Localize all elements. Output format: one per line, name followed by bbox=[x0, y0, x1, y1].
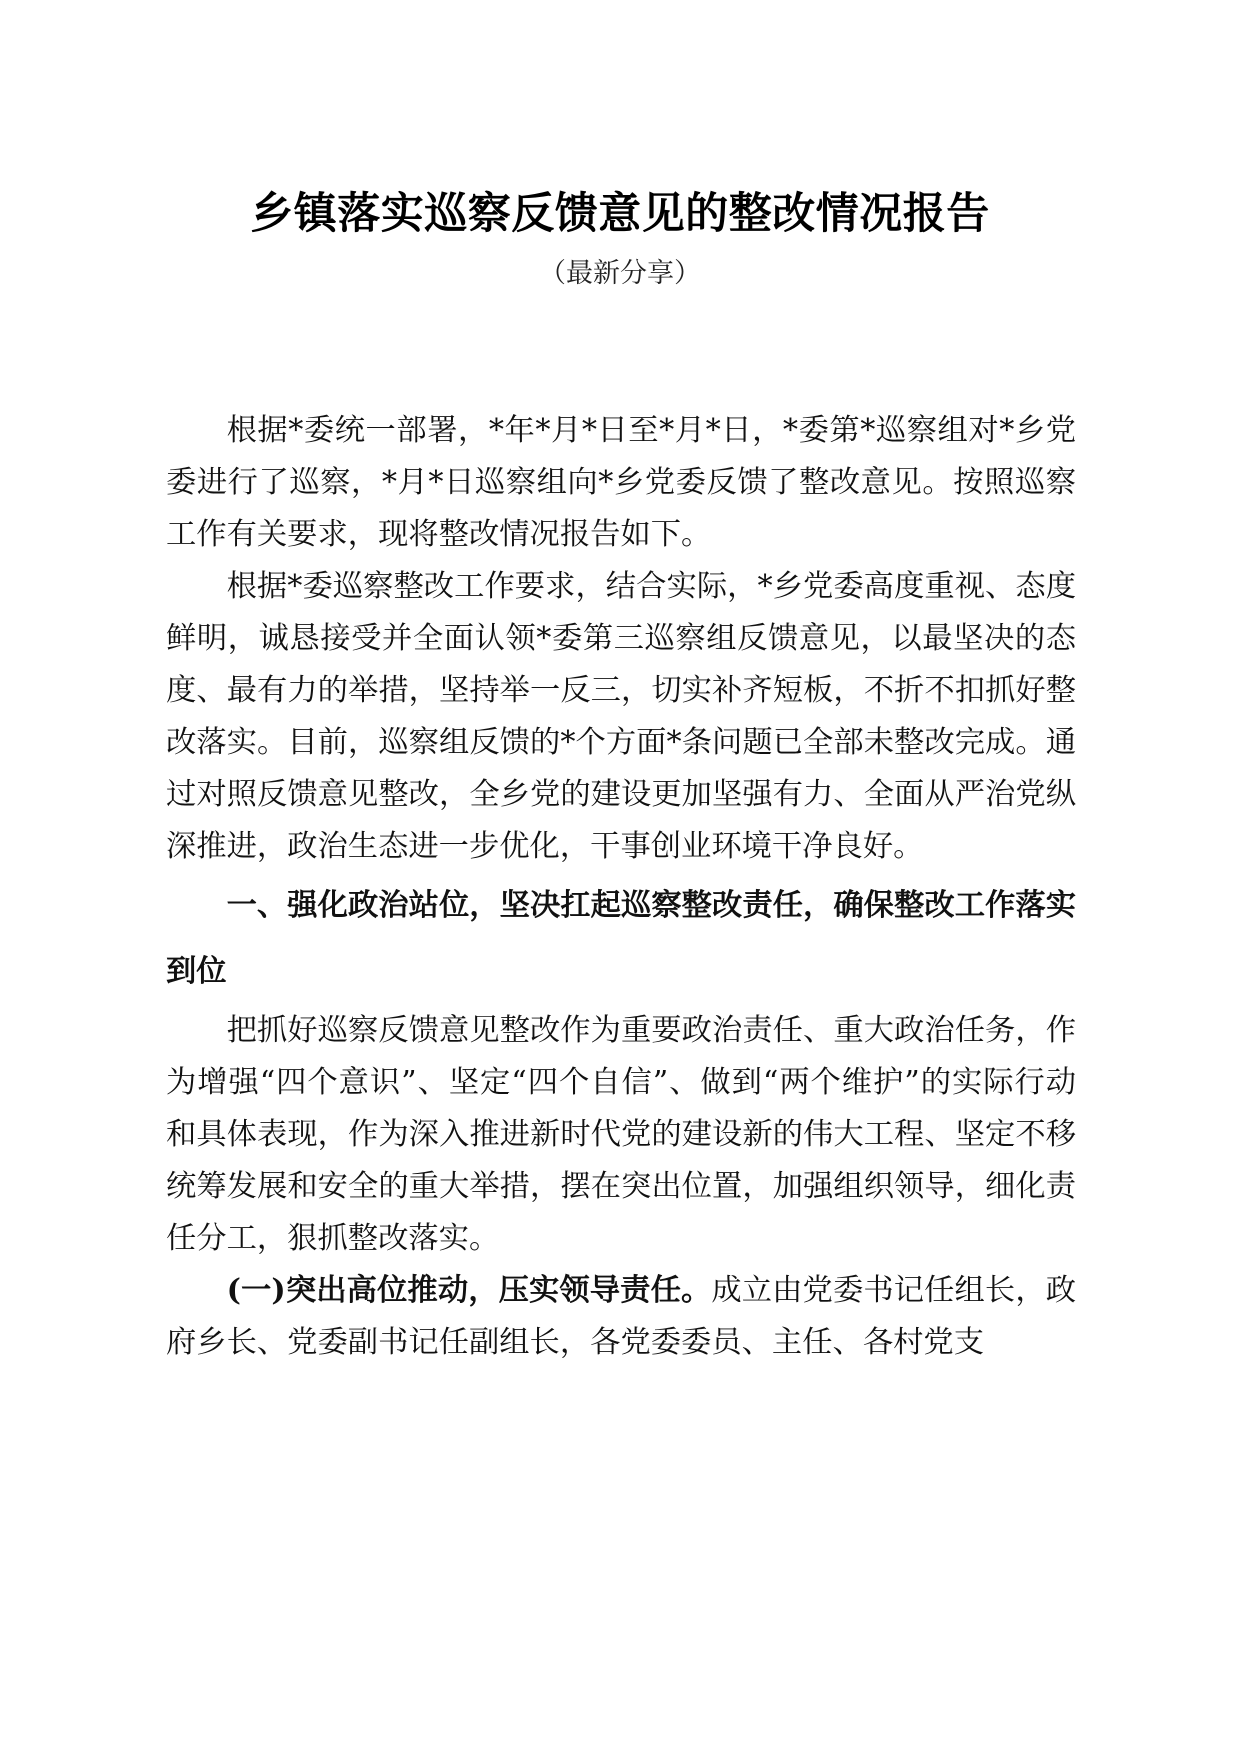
subsection-lead: (一)突出高位推动，压实领导责任。 bbox=[226, 1273, 712, 1308]
document-title: 乡镇落实巡察反馈意见的整改情况报告 bbox=[250, 189, 990, 239]
paragraph-overview: 根据*委巡察整改工作要求，结合实际，*乡党委高度重视、态度鲜明，诚恳接受并全面认领*委第三巡察组反馈意见，以最坚决的态度、最有力的举措，坚持举一反三，切实补齐短板，不折不扣抓好整改落实。目前，巡察组反馈的*个方面*条问题已全部未整改完成。通过对照反馈意见整改，全乡党的建设更加坚强有力、全面从严治党纵深推进，政治生态进一步优化，干事创业环境干净良好。 bbox=[166, 569, 1076, 864]
subsection-text: 成立由党委书记任组长，政府乡长、党委副书记任副组长，各党委委员、主任、各村党支 bbox=[166, 1273, 1077, 1360]
section-heading-1: 一、强化政治站位，坚决扛起巡察整改责任，确保整改工作落实到位 bbox=[166, 888, 1076, 989]
paragraph-subsection-1 bbox=[166, 1265, 1076, 1369]
paragraph-intro: 根据*委统一部署，*年*月*日至*月*日，*委第*巡察组对*乡党委进行了巡察，*月*日巡察组向*乡党委反馈了整改意见。按照巡察工作有关要求，现将整改情况报告如下。 bbox=[166, 413, 1076, 552]
document-body bbox=[166, 405, 1076, 1369]
document-subtitle: （最新分享） bbox=[539, 258, 701, 289]
paragraph-section-1: 把抓好巡察反馈意见整改作为重要政治责任、重大政治任务，作为增强“四个意识”、坚定“四个自信”、做到“两个维护”的实际行动和具体表现，作为深入推进新时代党的建设新的伟大工程、坚定不移统筹发展和安全的重大举措，摆在突出位置，加强组织领导，细化责任分工，狠抓整改落实。 bbox=[166, 1013, 1076, 1256]
